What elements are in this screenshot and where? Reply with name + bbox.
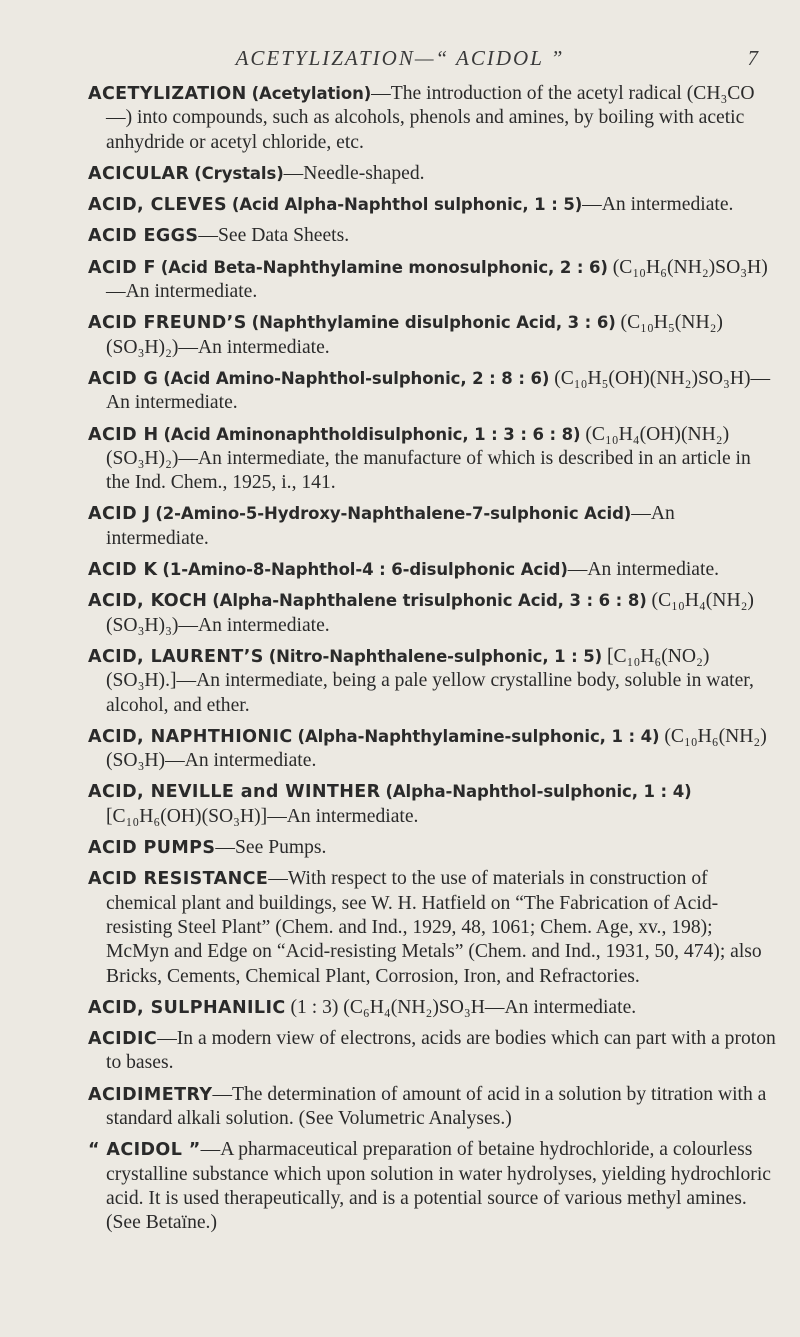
entry-body: —See Pumps. — [215, 837, 327, 859]
entry-headword: ACID PUMPS — [88, 838, 216, 859]
entry-headword: ACID, KOCH — [88, 591, 208, 612]
entry-headword: ACID K — [88, 560, 158, 581]
entry-headword: ACICULAR — [88, 163, 190, 184]
entry-acid-j — [88, 502, 778, 551]
entry-headword: ACIDIC — [88, 1029, 158, 1050]
entry-acicular — [88, 162, 778, 186]
entry-headword: ACID EGGS — [88, 226, 199, 247]
entry-acid-freunds — [88, 311, 778, 360]
entry-subhead: (Alpha-Naphthylamine-sulphonic, 1 : 4) — [297, 726, 660, 746]
entry-subhead: (Acid Beta-Naphthylamine monosulphonic, 2 : 6) — [160, 257, 608, 277]
entry-body: —An intermediate. — [106, 503, 675, 549]
entry-body: (1 : 3) (C₆H₄(NH₂)SO₃H—An intermediate. — [285, 996, 637, 1018]
entry-headword: “ ACIDOL ” — [88, 1140, 201, 1161]
entry-body: [C₁₀H₆(NO₂)(SO₃H).]—An intermediate, being a pale yellow crystalline body, soluble in water, alcohol, and ether. — [106, 645, 754, 716]
entry-body: —A pharmaceutical preparation of betaine hydrochloride, a colourless crystalline substance which upon solution in water hydrolyses, yielding hydrochloric acid. It is used therapeutically, and is a potential source of various methyl amines. (See Betaïne.) — [106, 1139, 771, 1234]
running-head: ACETYLIZATION—“ ACIDOL ” — [235, 46, 565, 70]
entry-body: —The determination of amount of acid in a solution by titration with a standard alkali solution. (See Volumetric Analyses.) — [106, 1083, 767, 1129]
entry-body: —An intermediate. — [567, 559, 720, 581]
entry-body: —An intermediate. — [582, 194, 734, 216]
entry-body: —See Data Sheets. — [198, 225, 350, 247]
entry-acid-koch — [88, 589, 778, 638]
entry-headword: ACID G — [88, 368, 159, 389]
entry-acidol — [88, 1138, 778, 1235]
entry-headword: ACIDIMETRY — [88, 1084, 213, 1105]
entry-acid-naphthionic — [88, 725, 778, 774]
entry-body: (C₁₀H₆(NH₂)(SO₃H)—An intermediate. — [106, 725, 767, 772]
entry-body: —In a modern view of electrons, acids are bodies which can part with a proton to bases. — [106, 1028, 776, 1074]
entry-acid-sulphanilic — [88, 996, 778, 1020]
entry-headword: ACID, LAURENT’S — [88, 646, 264, 667]
entry-acid-cleves — [88, 193, 778, 217]
entry-body: —With respect to the use of materials in construction of chemical plant and buildings, see W. H. Hatfield on “The Fabrication of Acid-resisting Steel Plant” (Chem. and Ind., 1929, 48, 1061; Chem. Age, xv., 198); McMyn and Edge on “Acid-resisting Metals” (Chem. and Ind., 1931, 50, 474); also Bricks, Cements, Chemical Plant, Corrosion, Iron, and Refractories. — [106, 868, 762, 987]
entry-acid-pumps — [88, 836, 778, 860]
dictionary-entries — [88, 82, 778, 1242]
entry-body: —The introduction of the acetyl radical (CH₃CO—) into compounds, such as alcohols, phenols and amines, by boiling with acetic anhydride or acetyl chloride, etc. — [106, 83, 755, 153]
entry-subhead: (Alpha-Naphthol-sulphonic, 1 : 4) — [385, 782, 692, 802]
entry-acidimetry — [88, 1083, 778, 1132]
entry-body: [C₁₀H₆(OH)(SO₃H)]—An intermediate. — [106, 805, 419, 827]
entry-headword: ACID, CLEVES — [88, 195, 228, 216]
entry-headword: ACID, SULPHANILIC — [88, 997, 286, 1018]
entry-body: (C₁₀H₅(OH)(NH₂)SO₃H)—An intermediate. — [106, 367, 771, 414]
entry-body: —Needle-shaped. — [283, 162, 425, 184]
entry-acid-f — [88, 256, 778, 305]
entry-body: (C₁₀H₆(NH₂)SO₃H)—An intermediate. — [106, 256, 768, 303]
entry-body: (C₁₀H₅(NH₂)(SO₃H)₂)—An intermediate. — [106, 312, 723, 358]
entry-headword: ACID RESISTANCE — [88, 869, 269, 890]
entry-body: (C₁₀H₄(NH₂)(SO₃H)₃)—An intermediate. — [106, 590, 754, 636]
entry-headword: ACETYLIZATION — [88, 84, 247, 104]
entry-subhead: (Acid Alpha-Naphthol sulphonic, 1 : 5) — [231, 195, 583, 215]
entry-acetylization — [88, 82, 778, 155]
entry-subhead: (Crystals) — [194, 163, 284, 183]
entry-subhead: (2-Amino-5-Hydroxy-Naphthalene-7-sulphonic Acid) — [155, 504, 632, 524]
entry-acid-k — [88, 558, 778, 582]
page-number: 7 — [747, 46, 758, 70]
entry-subhead: (Nitro-Naphthalene-sulphonic, 1 : 5) — [268, 646, 603, 666]
entry-acid-eggs — [88, 224, 778, 248]
entry-headword: ACID, NEVILLE and WINTHER — [88, 782, 381, 803]
entry-subhead: (1-Amino-8-Naphthol-4 : 6-disulphonic Acid) — [162, 560, 568, 580]
entry-subhead: (Acid Amino-Naphthol-sulphonic, 2 : 8 : 6) — [163, 368, 550, 388]
entry-subhead: (Alpha-Naphthalene trisulphonic Acid, 3 : 6 : 8) — [212, 591, 647, 611]
entry-acid-laurents — [88, 645, 778, 718]
entry-acidic — [88, 1027, 778, 1076]
entry-subhead: (Acetylation) — [251, 84, 372, 103]
entry-acid-resistance — [88, 867, 778, 988]
entry-headword: ACID, NAPHTHIONIC — [88, 726, 293, 747]
entry-headword: ACID FREUND’S — [88, 313, 247, 334]
entry-headword: ACID J — [88, 504, 151, 525]
entry-acid-g — [88, 367, 778, 416]
entry-headword: ACID H — [88, 424, 159, 445]
entry-acid-neville-winther — [88, 780, 778, 829]
entry-headword: ACID F — [88, 257, 156, 278]
entry-body: (C₁₀H₄(OH)(NH₂)(SO₃H)₂)—An intermediate, the manufacture of which is described in an article in the Ind. Chem., 1925, i., 141. — [106, 423, 751, 494]
entry-subhead: (Acid Aminonaphtholdisulphonic, 1 : 3 : 6 : 8) — [163, 424, 581, 444]
entry-subhead: (Naphthylamine disulphonic Acid, 3 : 6) — [251, 313, 616, 333]
entry-acid-h — [88, 423, 778, 496]
